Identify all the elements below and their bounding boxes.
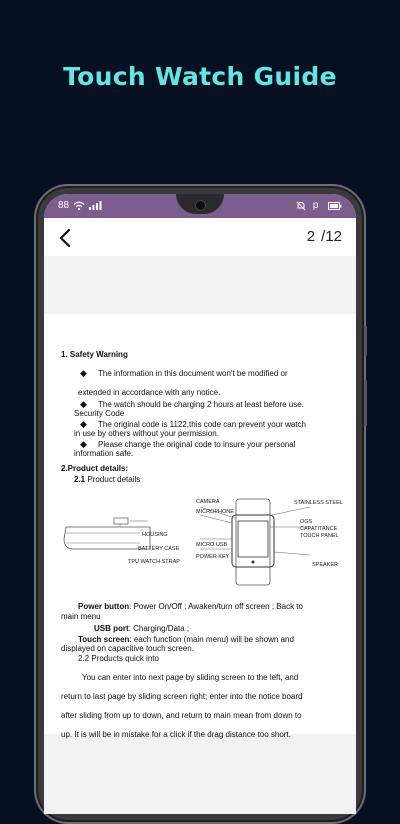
label-stainless-steel: STAINLESS STEEL: [294, 500, 343, 506]
paragraph: extended in accordance with any notice.: [78, 388, 221, 397]
status-right-text: p: [310, 200, 324, 211]
bell-off-icon: [296, 201, 306, 211]
paragraph: : Power On/Off ; Awaken/turn off screen ; Back to: [129, 602, 303, 611]
paragraph: : each function (main menu) will be shown and: [129, 635, 294, 644]
paragraph: Security Code: [74, 409, 125, 418]
status-bar: [44, 194, 356, 218]
section-heading-product: 2.Product details:: [61, 464, 129, 473]
front-camera-icon: [195, 200, 206, 211]
subheading-product-details: [74, 475, 140, 485]
paragraph: in use by others without your permission.: [74, 429, 219, 438]
signal-icon: [89, 201, 103, 210]
current-page: 2: [306, 228, 316, 245]
paragraph: You can enter into next page by sliding screen to the left, and: [82, 673, 299, 682]
paragraph: up. It is will be in mistake for a click if the drag distance too short.: [61, 730, 291, 739]
term: Power button: [78, 602, 130, 611]
usb-port-line: [94, 624, 189, 634]
bullet-icon: ◆: [80, 368, 87, 378]
term: Touch screen: [78, 635, 130, 644]
page-counter: [307, 228, 342, 245]
total-pages: /12: [321, 228, 342, 245]
term: USB port: [94, 624, 129, 633]
document-page: [44, 314, 356, 739]
label-speaker: SPEAKER: [312, 562, 338, 568]
bullet-icon: ◆: [80, 439, 87, 449]
wifi-icon: [73, 201, 85, 211]
label-capacitance: CAPATITANCE: [300, 526, 338, 532]
label-tpu-strap: TPU WATCH STRAP: [128, 559, 180, 565]
paragraph: information safe.: [74, 449, 134, 458]
chevron-left-icon: [54, 226, 78, 250]
volume-button: [364, 326, 367, 356]
subheading-text: Product details: [87, 475, 141, 484]
bullet-icon: ◆: [80, 399, 87, 409]
subheading-quick-into: 2.2 Products quick into: [78, 654, 159, 663]
promo-title: Touch Watch Guide: [63, 62, 337, 91]
battery-icon: [328, 202, 342, 210]
paragraph: The information in this document won't be modified or: [98, 369, 288, 378]
bullet-icon: ◆: [80, 419, 87, 429]
camera-notch: [176, 194, 224, 214]
paragraph: The original code is 1122,this code can prevent your watch: [98, 420, 306, 429]
section-heading-safety: 1. Safety Warning: [61, 350, 128, 359]
paragraph: displayed on capacitive touch screen.: [61, 644, 194, 653]
document-viewport[interactable]: [44, 256, 356, 814]
label-touch-panel: TOUCH PANEL: [300, 533, 339, 539]
paragraph: return to last page by sliding screen right; enter into the notice board: [61, 692, 303, 701]
app-bar: [44, 218, 356, 256]
label-housing: HOUSING: [142, 532, 168, 538]
label-microphone: MICROPHONE: [196, 509, 234, 515]
subheading-number: 2.1: [74, 475, 86, 484]
label-micro-usb: MICRO USB: [196, 542, 228, 548]
paragraph: after sliding from up to down, and return to main mean from down to: [61, 711, 302, 720]
back-button[interactable]: [54, 226, 78, 250]
status-left-text: 88: [58, 200, 70, 211]
label-battery-case: BATTERY CASE: [138, 546, 180, 552]
power-button-line: [78, 602, 303, 612]
label-camera: CAMERA: [196, 499, 220, 505]
phone-screen: [44, 194, 356, 814]
paragraph: The watch should be charging 2 hours at least before use.: [98, 400, 304, 409]
paragraph: main menu: [61, 612, 101, 621]
power-side-button: [364, 380, 367, 426]
paragraph: : Charging/Data ;: [128, 624, 190, 633]
label-ogs: OGS: [300, 519, 313, 525]
paragraph: Please change the original code to insure your personal: [98, 440, 296, 449]
label-power-key: POWER KEY: [196, 554, 230, 560]
watch-diagram: [60, 497, 350, 587]
